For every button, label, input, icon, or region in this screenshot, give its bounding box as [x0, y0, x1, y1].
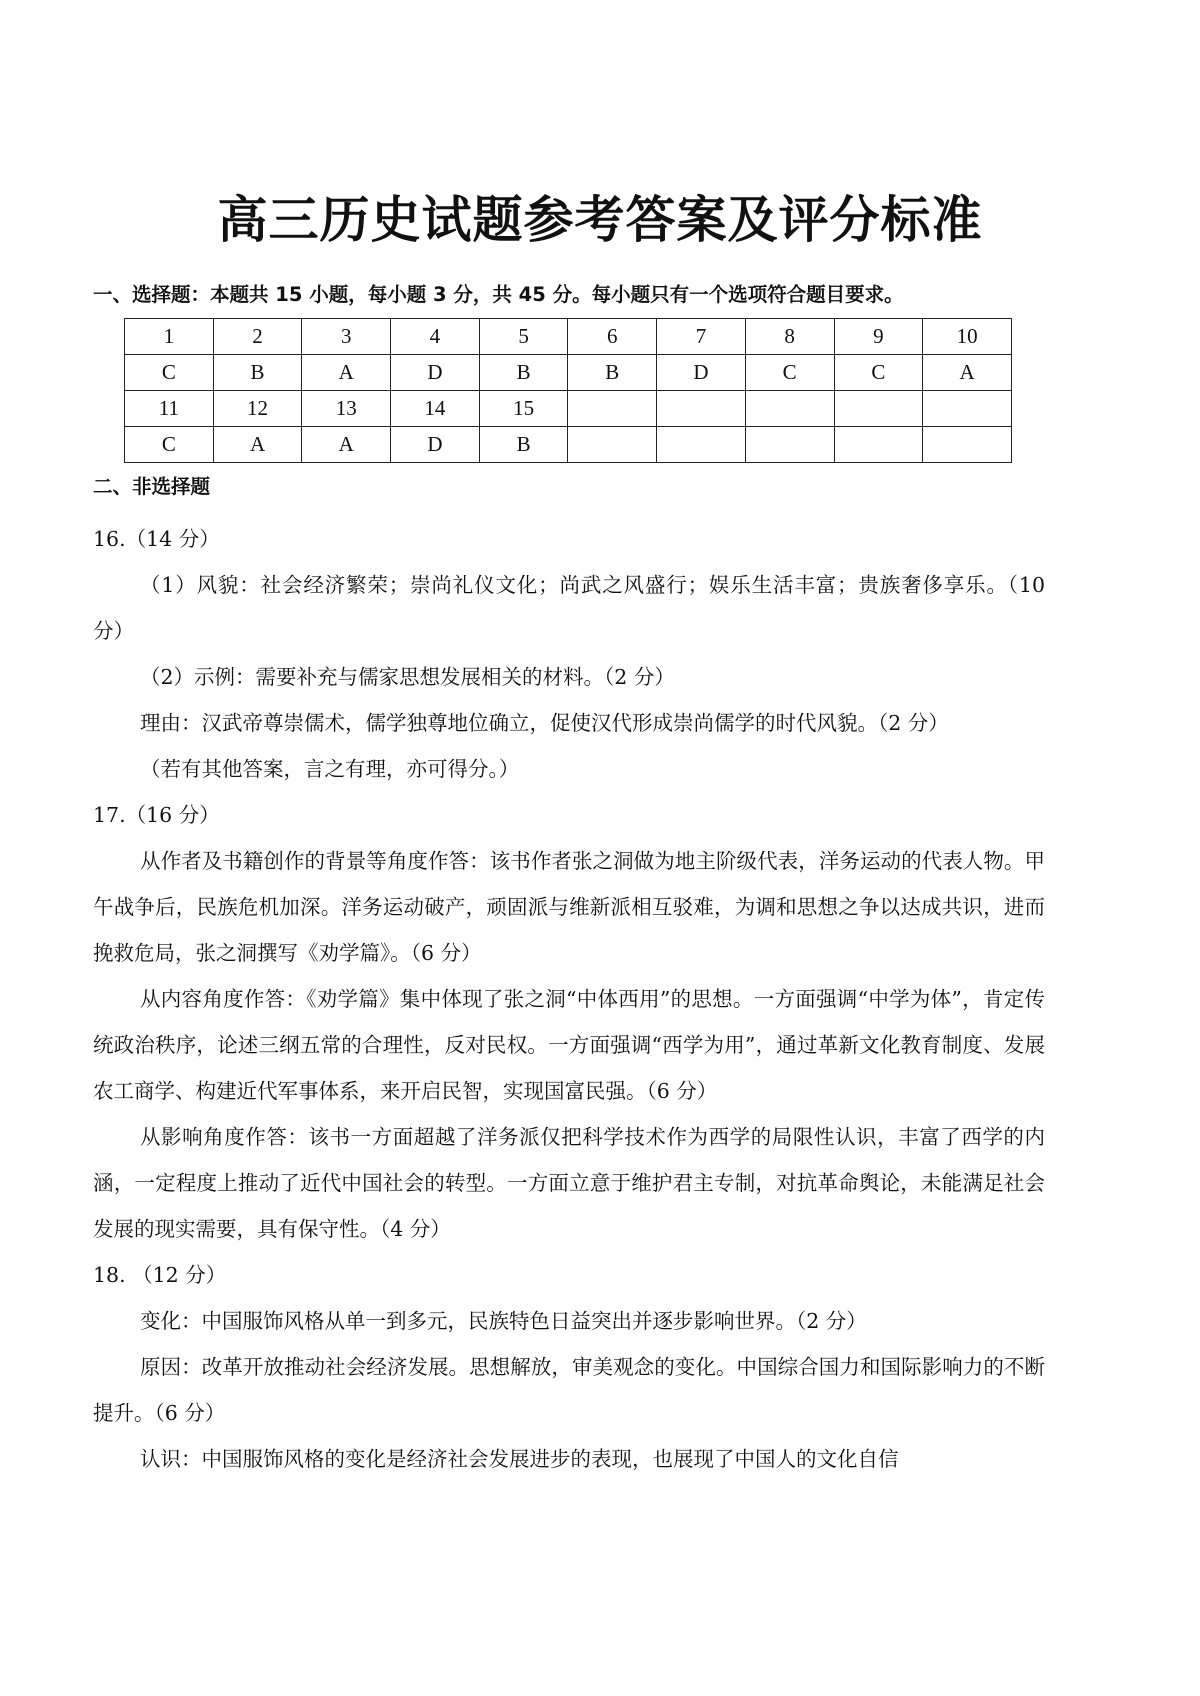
answer-cell: A	[213, 427, 302, 463]
page-title: 高三历史试题参考答案及评分标准	[217, 191, 983, 249]
question-16-header: 16.（14 分）	[93, 527, 220, 551]
answer-cell: C	[745, 355, 834, 391]
empty-cell	[568, 427, 657, 463]
question-16-part-2: （2）示例：需要补充与儒家思想发展相关的材料。（2 分）	[140, 665, 675, 689]
answer-cell: B	[568, 355, 657, 391]
answer-table	[124, 318, 1012, 463]
empty-cell	[834, 427, 923, 463]
answer-cell: A	[923, 355, 1012, 391]
question-number-cell: 2	[213, 319, 302, 355]
section-1-heading: 一、选择题：本题共 15 小题，每小题 3 分，共 45 分。每小题只有一个选项符合题目要求。	[93, 283, 904, 306]
empty-cell	[834, 391, 923, 427]
question-number-cell: 1	[125, 319, 214, 355]
question-17-background: 从作者及书籍创作的背景等角度作答：该书作者张之洞做为地主阶级代表，洋务运动的代表人物。甲午战争后，民族危机加深。洋务运动破产，顽固派与维新派相互驳难，为调和思想之争以达成共识，进而挽救危局，张之洞撰写《劝学篇》。（6 分）	[93, 849, 1045, 965]
empty-cell	[745, 391, 834, 427]
question-17-header: 17.（16 分）	[93, 803, 220, 827]
answer-cell: D	[391, 355, 480, 391]
question-number-cell: 8	[745, 319, 834, 355]
empty-cell	[568, 391, 657, 427]
question-number-cell: 11	[125, 391, 214, 427]
answer-cell: C	[834, 355, 923, 391]
table-row	[125, 319, 1012, 355]
question-18-reason: 原因：改革开放推动社会经济发展。思想解放，审美观念的变化。中国综合国力和国际影响力的不断提升。（6 分）	[93, 1355, 1045, 1425]
question-17-content: 从内容角度作答：《劝学篇》集中体现了张之洞“中体西用”的思想。一方面强调“中学为体”，肯定传统政治秩序，论述三纲五常的合理性，反对民权。一方面强调“西学为用”，通过革新文化教育制度、发展农工商学、构建近代军事体系，来开启民智，实现国富民强。（6 分）	[93, 987, 1045, 1103]
question-number-cell: 10	[923, 319, 1012, 355]
answer-cell: D	[391, 427, 480, 463]
question-number-cell: 15	[479, 391, 568, 427]
question-number-cell: 9	[834, 319, 923, 355]
question-number-cell: 7	[657, 319, 746, 355]
question-18-header: 18. （12 分）	[93, 1263, 227, 1287]
question-number-cell: 5	[479, 319, 568, 355]
table-row	[125, 427, 1012, 463]
section-2-heading: 二、非选择题	[93, 475, 211, 498]
empty-cell	[745, 427, 834, 463]
empty-cell	[657, 427, 746, 463]
question-number-cell: 13	[302, 391, 391, 427]
answer-cell: B	[213, 355, 302, 391]
answer-cell: C	[125, 355, 214, 391]
question-number-cell: 3	[302, 319, 391, 355]
answer-cell: D	[657, 355, 746, 391]
table-row	[125, 391, 1012, 427]
question-16-note: （若有其他答案，言之有理，亦可得分。）	[140, 757, 520, 781]
question-number-cell: 4	[391, 319, 480, 355]
answer-cell: B	[479, 355, 568, 391]
answer-cell: C	[125, 427, 214, 463]
question-number-cell: 6	[568, 319, 657, 355]
question-16-reason: 理由：汉武帝尊崇儒术，儒学独尊地位确立，促使汉代形成崇尚儒学的时代风貌。（2 分）	[140, 711, 949, 735]
answer-cell: A	[302, 427, 391, 463]
empty-cell	[923, 427, 1012, 463]
empty-cell	[657, 391, 746, 427]
table-row	[125, 355, 1012, 391]
answer-cell: B	[479, 427, 568, 463]
answer-body	[93, 516, 1045, 1482]
question-18-understanding: 认识：中国服饰风格的变化是经济社会发展进步的表现，也展现了中国人的文化自信	[140, 1447, 899, 1471]
question-16-part-1: （1）风貌：社会经济繁荣；崇尚礼仪文化；尚武之风盛行；娱乐生活丰富；贵族奢侈享乐。（10 分）	[93, 573, 1045, 643]
question-17-impact: 从影响角度作答：该书一方面超越了洋务派仅把科学技术作为西学的局限性认识，丰富了西学的内涵，一定程度上推动了近代中国社会的转型。一方面立意于维护君主专制，对抗革命舆论，未能满足社会发展的现实需要，具有保守性。（4 分）	[93, 1125, 1045, 1241]
empty-cell	[923, 391, 1012, 427]
question-number-cell: 14	[391, 391, 480, 427]
question-18-change: 变化：中国服饰风格从单一到多元，民族特色日益突出并逐步影响世界。（2 分）	[140, 1309, 867, 1333]
answer-cell: A	[302, 355, 391, 391]
question-number-cell: 12	[213, 391, 302, 427]
